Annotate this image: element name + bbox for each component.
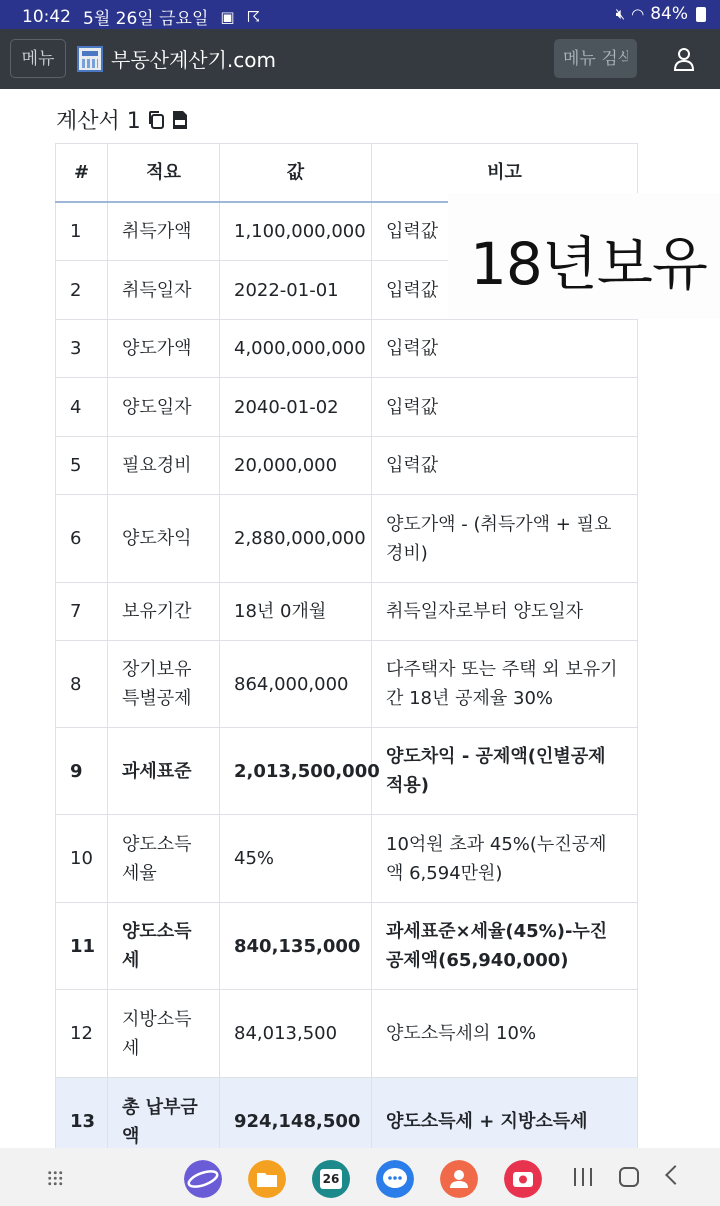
row-note: 양도소득세의 10% [372,990,638,1078]
calculator-logo-icon [77,46,103,72]
table-row [56,583,638,641]
brand-name: 부동산계산기.com [111,48,276,72]
row-note: 양도가액 - (취득가액 + 필요경비) [372,495,638,583]
row-item: 취득가액 [108,202,220,261]
table-row [56,437,638,495]
row-value: 45% [220,815,372,903]
column-header-note: 비고 [372,144,638,202]
table-row [56,990,638,1078]
brand-link[interactable] [77,44,276,73]
row-note: 양도소득세 + 지방소득세 [372,1078,638,1166]
table-row [56,815,638,903]
page-title [56,104,189,135]
row-value: 924,148,500 [220,1078,372,1166]
table-row [56,641,638,728]
messages-icon[interactable] [376,1160,414,1198]
table-row [56,495,638,583]
row-note: 다주택자 또는 주택 외 보유기간 18년 공제율 30% [372,641,638,728]
row-value: 2022-01-01 [220,261,372,320]
row-item: 양도차익 [108,495,220,583]
row-number: 6 [56,495,108,583]
row-value: 840,135,000 [220,903,372,990]
mute-icon: 🔇︎ [615,5,626,23]
contacts-icon[interactable] [440,1160,478,1198]
internet-browser-icon[interactable] [184,1160,222,1198]
row-item: 보유기간 [108,583,220,641]
table-row [56,903,638,990]
gallery-icon: ▣ [220,7,235,26]
row-value: 18년 0개월 [220,583,372,641]
row-item: 양도일자 [108,378,220,437]
status-time: 10:42 [22,6,71,27]
row-number: 2 [56,261,108,320]
menu-button[interactable]: 메뉴 [10,39,66,78]
row-item: 총 납부금액 [108,1078,220,1166]
row-item: 양도소득세율 [108,815,220,903]
row-number: 7 [56,583,108,641]
row-item: 지방소득세 [108,990,220,1078]
user-icon[interactable] [672,46,696,72]
overlay-note-text: 18년보유 [470,230,707,298]
notification-icon: ☈ [246,7,261,26]
overlay-note [448,193,720,319]
row-number: 13 [56,1078,108,1166]
row-value: 4,000,000,000 [220,320,372,378]
row-number: 11 [56,903,108,990]
row-number: 8 [56,641,108,728]
row-item: 양도소득세 [108,903,220,990]
row-note: 양도차익 - 공제액(인별공제 적용) [372,728,638,815]
row-number: 1 [56,202,108,261]
row-item: 양도가액 [108,320,220,378]
battery-level: 84% [650,4,688,24]
recent-apps-icon[interactable] [574,1168,592,1186]
table-row [56,320,638,378]
row-item: 장기보유특별공제 [108,641,220,728]
column-header-item: 적요 [108,144,220,202]
copy-icon[interactable] [147,110,165,130]
bottom-navigation-bar [0,1148,720,1206]
table-row [56,378,638,437]
column-header-number: # [56,144,108,202]
row-number: 4 [56,378,108,437]
row-value: 2040-01-02 [220,378,372,437]
table-row [56,728,638,815]
row-note: 취득일자로부터 양도일자 [372,583,638,641]
row-number: 9 [56,728,108,815]
status-bar [0,0,720,29]
row-note: 입력값 [372,202,638,261]
row-value: 20,000,000 [220,437,372,495]
row-value: 864,000,000 [220,641,372,728]
row-value: 84,013,500 [220,990,372,1078]
row-note: 과세표준×세율(45%)-누진공제액(65,940,000) [372,903,638,990]
row-note: 입력값 [372,261,638,320]
row-item: 취득일자 [108,261,220,320]
csv-file-icon[interactable] [171,110,189,130]
row-value: 2,880,000,000 [220,495,372,583]
back-icon[interactable] [665,1165,685,1185]
row-number: 5 [56,437,108,495]
menu-search-input[interactable] [554,39,637,78]
navbar [0,29,720,89]
row-value: 2,013,500,000 [220,728,372,815]
row-note: 입력값 [372,320,638,378]
app-drawer-icon[interactable] [47,1170,63,1186]
page-title-text: 계산서 1 [56,109,141,134]
camera-icon[interactable] [504,1160,542,1198]
my-files-icon[interactable] [248,1160,286,1198]
row-number: 3 [56,320,108,378]
row-number: 10 [56,815,108,903]
row-item: 필요경비 [108,437,220,495]
calendar-day: 26 [320,1169,342,1189]
battery-icon [696,7,706,22]
wifi-icon: ◠ [631,5,645,23]
row-number: 12 [56,990,108,1078]
row-value: 1,100,000,000 [220,202,372,261]
status-date: 5월 26일 금요일 [83,9,209,29]
column-header-value: 값 [220,144,372,202]
calendar-icon[interactable] [312,1160,350,1198]
home-icon[interactable] [619,1167,639,1187]
row-note: 입력값 [372,378,638,437]
row-note: 10억원 초과 45%(누진공제액 6,594만원) [372,815,638,903]
row-note: 입력값 [372,437,638,495]
row-item: 과세표준 [108,728,220,815]
